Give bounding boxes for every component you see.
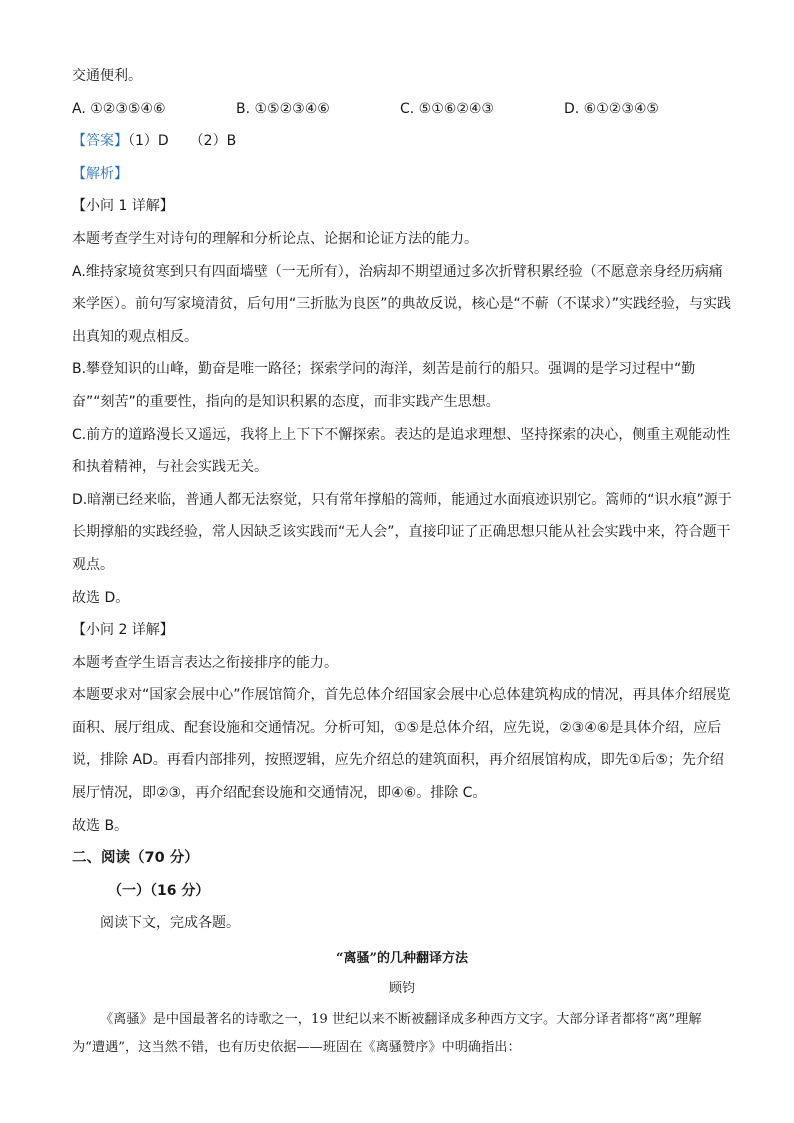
reading-instruction: 阅读下文，完成各题。 (100, 915, 240, 932)
q2-intro: 本题考查学生语言表达之衔接排序的能力。 (72, 654, 338, 671)
q1-option-b-analysis: B.攀登知识的山峰，勤奋是唯一路径；探索学问的海洋，刻苦是前行的船只。强调的是学习过程中“勤奋”“刻苦”的重要性，指向的是知识积累的态度，而非实践产生思想。 (72, 361, 696, 410)
article-body: 《离骚》是中国最著名的诗歌之一，19 世纪以来不断被翻译成多种西方文字。大部分译者都将“离”理解为“遭遇”，这当然不错，也有历史依据——班固在《离骚赞序》中明确指出： (72, 1012, 702, 1056)
q1-conclusion: 故选 D。 (72, 589, 130, 606)
option-a: A. ①②③⑤④⑥ (72, 100, 166, 117)
q1-option-a-analysis: A.维持家境贫寒到只有四面墙壁（一无所有），治病却不期望通过多次折臂积累经验（不愿意亲身经历病痛来学医）。前句写家境清贫，后句用“三折肱为良医”的典故反说，核心是“不蕲（不谋求）”实践经验，与实践出真知的观点相反。 (72, 263, 732, 345)
q1-intro: 本题考查学生对诗句的理解和分析论点、论据和论证方法的能力。 (72, 230, 478, 247)
q1-option-c-analysis: C.前方的道路漫长又遥远，我将上上下下不懈探索。表达的是追求理想、坚持探索的决心，侧重主观能动性和执着精神，与社会实践无关。 (72, 426, 731, 476)
article-title: “离骚”的几种翻译方法 (336, 951, 468, 967)
q2-body: 本题要求对“国家会展中心”作展馆简介，首先总体介绍国家会展中心总体建筑构成的情况，再具体介绍展览面积、展厅组成、配套设施和交通情况。分析可知，①⑤是总体介绍，应先说，②③④⑥是具体介绍，应后说，排除 AD。再看内部排列，按照逻辑，应先介绍总的建筑面积，再介绍展馆构成，即先①后⑤；先介绍展厅情况，即②③，再介绍配套设施和交通情况，即④⑥。排除 C。 (72, 687, 731, 802)
option-d: D. ⑥①②③④⑤ (564, 100, 659, 117)
analysis-label: 【解析】 (72, 165, 128, 182)
answer-options (72, 93, 732, 126)
answer-line (72, 125, 732, 158)
q1-option-d-analysis: D.暗潮已经来临，普通人都无法察觉，只有常年撑船的篙师，能通过水面痕迹识别它。篙师的“识水痕”源于长期撑船的实践经验，常人因缺乏该实践而“无人会”，直接印证了正确思想只能从社会实践中来，符合题干观点。 (72, 491, 732, 573)
q2-conclusion: 故选 B。 (72, 817, 129, 834)
q2-heading: 【小问 2 详解】 (72, 622, 174, 639)
article-author: 顾钧 (388, 981, 415, 997)
option-b: B. ①⑤②③④⑥ (236, 100, 330, 117)
top-line: 交通便利。 (72, 68, 142, 84)
q1-heading: 【小问 1 详解】 (72, 198, 174, 215)
answer-text: （1）D （2）B (128, 133, 237, 150)
section-heading: 二、阅读（70 分） (72, 850, 199, 867)
option-c: C. ⑤①⑥②④③ (400, 100, 494, 117)
document-page (72, 60, 732, 1075)
answer-label: 【答案】 (72, 133, 128, 150)
subsection-heading: （一）（16 分） (108, 882, 210, 899)
